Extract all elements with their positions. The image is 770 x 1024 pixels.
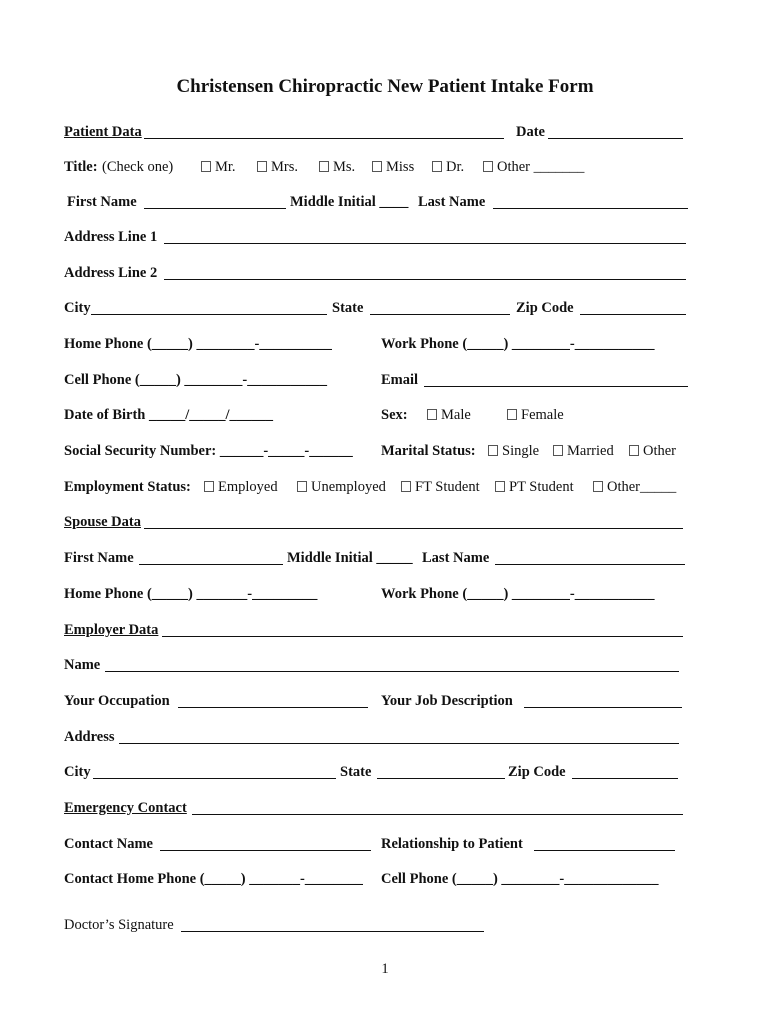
employment-option-pt-student[interactable]: PT Student [495, 479, 574, 496]
city-label: City [64, 300, 91, 316]
checkbox-icon [488, 445, 498, 456]
employer-zip-field[interactable] [572, 778, 678, 779]
checkbox-icon [593, 481, 603, 492]
employer-address-row [64, 729, 686, 751]
title-hint: (Check one) [102, 159, 174, 175]
spouse-work-phone-field[interactable]: Work Phone (_____) ________-___________ [381, 586, 655, 602]
patient-data-header-row [64, 124, 686, 146]
relationship-label: Relationship to Patient [381, 836, 523, 852]
employer-zip-label: Zip Code [508, 764, 566, 780]
signature-label: Doctor’s Signature [64, 917, 174, 933]
title-label: Title: [64, 159, 98, 175]
checkbox-icon [204, 481, 214, 492]
checkbox-icon [257, 161, 267, 172]
employment-option-unemployed[interactable]: Unemployed [297, 479, 386, 496]
contact-name-field[interactable] [160, 850, 371, 851]
employer-data-rule [162, 636, 683, 637]
checkbox-icon [319, 161, 329, 172]
address1-field[interactable] [164, 243, 686, 244]
address1-label: Address Line 1 [64, 229, 158, 245]
email-field[interactable] [424, 386, 688, 387]
checkbox-icon [495, 481, 505, 492]
form-title: Christensen Chiropractic New Patient Intake Form [176, 76, 594, 97]
ssn-field[interactable]: Social Security Number: ______-_____-______ [64, 443, 353, 459]
employment-option-employed[interactable]: Employed [204, 479, 278, 496]
checkbox-icon [553, 445, 563, 456]
address2-field[interactable] [164, 279, 686, 280]
title-row [64, 159, 686, 181]
employment-option-other[interactable]: Other_____ [593, 479, 676, 496]
employer-city-field[interactable] [93, 778, 336, 779]
sex-option-male[interactable]: Male [427, 407, 471, 424]
checkbox-icon [629, 445, 639, 456]
employer-city-row [64, 764, 686, 786]
marital-option-single[interactable]: Single [488, 443, 539, 460]
first-name-field[interactable] [144, 208, 286, 209]
emergency-contact-heading: Emergency Contact [64, 800, 187, 816]
city-row [64, 300, 686, 322]
checkbox-icon [432, 161, 442, 172]
emergency-contact-header-row [64, 800, 686, 822]
city-field[interactable] [91, 314, 327, 315]
employer-city-label: City [64, 764, 91, 780]
cell-email-row [64, 372, 686, 394]
checkbox-icon [507, 409, 517, 420]
title-option-other[interactable]: Other _______ [483, 159, 584, 176]
zip-field[interactable] [580, 314, 686, 315]
checkbox-icon [297, 481, 307, 492]
spouse-last-name-field[interactable] [495, 564, 685, 565]
date-label: Date [516, 124, 545, 140]
state-field[interactable] [370, 314, 510, 315]
address1-row [64, 229, 686, 251]
employer-name-label: Name [64, 657, 101, 673]
employer-state-field[interactable] [377, 778, 505, 779]
marital-option-other[interactable]: Other [629, 443, 676, 460]
sex-label: Sex: [381, 407, 408, 423]
title-option-mr[interactable]: Mr. [201, 159, 236, 176]
middle-initial-label: Middle Initial ____ [290, 194, 409, 210]
phone-row [64, 336, 686, 358]
state-label: State [332, 300, 364, 316]
address2-row [64, 265, 686, 287]
dob-field[interactable]: Date of Birth _____/_____/______ [64, 407, 274, 423]
employment-label: Employment Status: [64, 479, 191, 495]
relationship-field[interactable] [534, 850, 675, 851]
employer-name-field[interactable] [105, 671, 679, 672]
contact-home-phone-field[interactable]: Contact Home Phone (_____) _______-________ [64, 871, 363, 887]
employment-option-ft-student[interactable]: FT Student [401, 479, 480, 496]
title-option-dr[interactable]: Dr. [432, 159, 464, 176]
employer-address-label: Address [64, 729, 115, 745]
email-label: Email [381, 372, 419, 388]
spouse-data-header-row [64, 514, 686, 536]
contact-phone-row [64, 871, 686, 893]
spouse-first-name-field[interactable] [139, 564, 283, 565]
job-description-field[interactable] [524, 707, 682, 708]
contact-name-label: Contact Name [64, 836, 153, 852]
spouse-data-heading: Spouse Data [64, 514, 141, 530]
checkbox-icon [201, 161, 211, 172]
title-option-mrs[interactable]: Mrs. [257, 159, 298, 176]
patient-name-row [64, 194, 686, 216]
ssn-marital-row [64, 443, 686, 465]
zip-label: Zip Code [516, 300, 574, 316]
signature-row [64, 917, 686, 939]
occupation-field[interactable] [178, 707, 368, 708]
employer-state-label: State [340, 764, 372, 780]
sex-option-female[interactable]: Female [507, 407, 564, 424]
checkbox-icon [427, 409, 437, 420]
employer-data-header-row [64, 622, 686, 644]
spouse-last-name-label: Last Name [422, 550, 490, 566]
employer-address-field[interactable] [119, 743, 679, 744]
checkbox-icon [483, 161, 493, 172]
spouse-first-name-label: First Name [64, 550, 134, 566]
contact-name-row [64, 836, 686, 858]
employer-data-heading: Employer Data [64, 622, 159, 638]
work-phone-field[interactable]: Work Phone (_____) ________-___________ [381, 336, 655, 352]
address2-label: Address Line 2 [64, 265, 158, 281]
dob-sex-row [64, 407, 686, 429]
spouse-middle-initial-label: Middle Initial _____ [287, 550, 413, 566]
signature-field[interactable] [181, 931, 484, 932]
spouse-home-phone-field[interactable]: Home Phone (_____) _______-_________ [64, 586, 318, 602]
title-option-ms[interactable]: Ms. [319, 159, 355, 176]
spouse-data-rule [144, 528, 683, 529]
spouse-phone-row [64, 586, 686, 608]
last-name-field[interactable] [493, 208, 688, 209]
marital-label: Marital Status: [381, 443, 476, 459]
job-description-label: Your Job Description [381, 693, 513, 709]
occupation-label: Your Occupation [64, 693, 170, 709]
page-number: 1 [381, 961, 389, 977]
patient-data-rule [144, 138, 504, 139]
last-name-label: Last Name [418, 194, 486, 210]
title-option-miss[interactable]: Miss [372, 159, 414, 176]
patient-data-heading: Patient Data [64, 124, 142, 140]
first-name-label: First Name [67, 194, 137, 210]
employer-name-row [64, 657, 686, 679]
cell-phone-field[interactable]: Cell Phone (_____) ________-___________ [64, 372, 327, 388]
checkbox-icon [401, 481, 411, 492]
emergency-contact-rule [192, 814, 683, 815]
checkbox-icon [372, 161, 382, 172]
contact-cell-phone-field[interactable]: Cell Phone (_____) ________-_____________ [381, 871, 659, 887]
employment-row [64, 479, 686, 501]
occupation-row [64, 693, 686, 715]
spouse-name-row [64, 550, 686, 572]
marital-option-married[interactable]: Married [553, 443, 614, 460]
home-phone-field[interactable]: Home Phone (_____) ________-__________ [64, 336, 332, 352]
date-field[interactable] [548, 138, 683, 139]
